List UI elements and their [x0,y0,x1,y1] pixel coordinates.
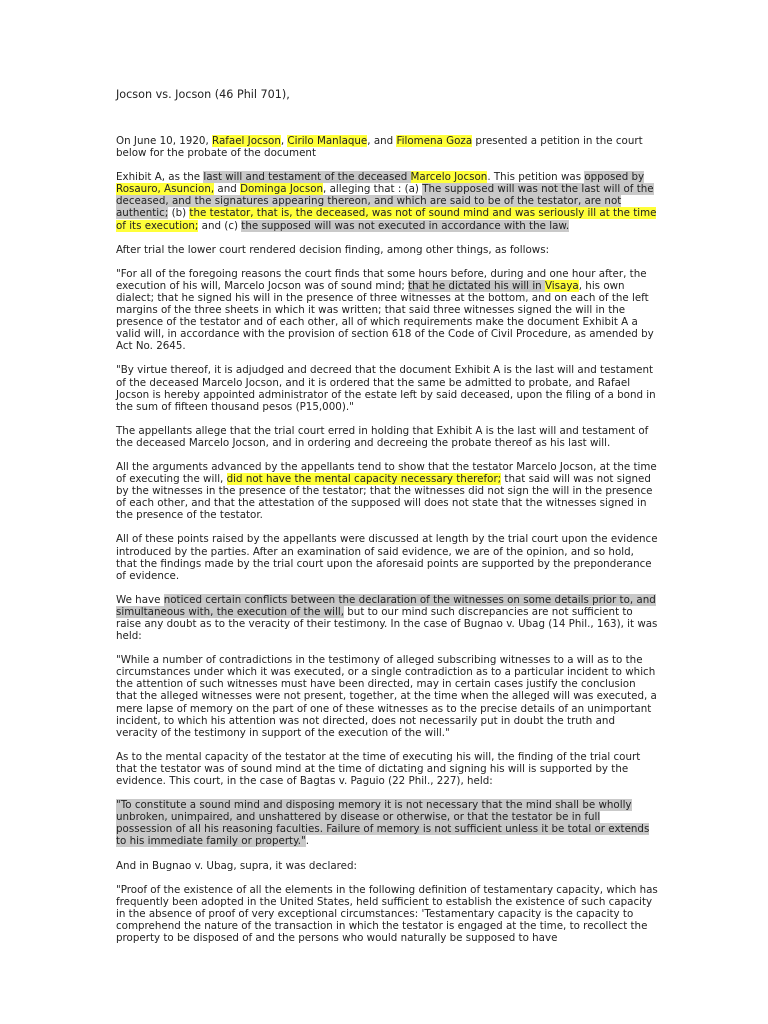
paragraph [116,171,658,231]
document-title: Jocson vs. Jocson (46 Phil 701), [116,88,290,101]
text-run: presented a petition in the court below for the probate of the document [116,135,643,160]
highlight-gray: opposed by [584,171,645,184]
text-run: The appellants allege that the trial court erred in holding that Exhibit A is the last will and testament of the deceased Marcelo Jocson, and in ordering and decreeing the probate thereof as his last will. [116,424,649,449]
text-run: but to our mind such discrepancies are not sufficient to raise any doubt as to the veracity of their testimony. In the case of Bugnao v. Ubag (14 Phil., 163), it was held: [116,605,658,643]
paragraph [116,594,658,642]
text-run: As to the mental capacity of the testator at the time of executing his will, the finding of the trial court that the testator was of sound mind at the time of dictating and signing his will is supported by the evidence. This court, in the case of Bagtas v. Paguio (22 Phil., 227), held: [116,750,641,788]
highlight-yellow: Marcelo Jocson [410,171,488,184]
text-run: , [280,135,288,147]
paragraph [116,244,658,256]
highlight-gray: noticed certain conflicts between the declaration of the witnesses on some details prior to, and simultaneous with, the execution of the will, [116,593,656,618]
highlight-yellow: did not have the mental capacity necessary therefor; [226,473,502,486]
text-run: All the arguments advanced by the appellants tend to show that the testator Marcelo Jocson, at the time of executing the will, [116,460,657,486]
paragraph [116,461,658,521]
paragraph [116,268,658,353]
paragraph [116,751,658,787]
text-run: "Proof of the existence of all the elements in the following definition of testamentary capacity, which has frequently been adopted in the United States, held sufficient to establish the existence of such capacity in the absence of proof of very exceptional circumstances: 'Testamentary capacity is the capacity to comprehend the nature of the transaction in which the testator is engaged at the time, to recollect the property to be disposed of and the persons who would naturally be supposed to have [116,883,658,944]
text-run: And in Bugnao v. Ubag, supra, it was declared: [116,859,357,872]
text-run: that said will was not signed by the witnesses in the presence of the testator; that the witnesses did not sign the will in the presence of each other, and that the attestation of the supposed will does not state that the witnesses signed in the presence of the testator. [116,473,653,522]
highlight-gray: "To constitute a sound mind and disposing memory it is not necessary that the mind shall be wholly unbroken, unimpaired, and unshattered by disease or otherwise, or that the testator be in full possession of all his reasoning faculties. Failure of memory is not sufficient unless it be total or extends to his immediate family or property." [116,799,650,848]
text-run: , and [367,135,397,147]
highlight-yellow: Cirilo Manlaque [287,135,368,147]
paragraph [116,425,658,449]
text-run: , his own dialect; that he signed his will in the presence of three witnesses at the bottom, and on each of the left margins of the three sheets in which it was written; that said three witnesses signed the will in the presence of the testator and of each other, all of which requirements make the document Exhibit A a valid will, in accordance with the provision of section 618 of the Code of Civil Procedure, as amended by Act No. 2645. [116,279,654,353]
text-run: We have [116,593,164,606]
text-run: . [305,835,310,848]
paragraph [116,654,658,739]
text-run: (b) [168,207,190,220]
highlight-gray: last will and testament of the deceased [203,171,411,184]
text-run: . This petition was [487,171,585,184]
highlight-gray: that he dictated his will in [408,279,545,292]
text-run: After trial the lower court rendered decision finding, among other things, as follows: [116,243,550,256]
text-run: , alleging that : (a) [323,183,423,196]
text-run: and (c) [198,219,242,232]
text-run: "By virtue thereof, it is adjudged and decreed that the document Exhibit A is the last will and testament of the deceased Marcelo Jocson, and it is ordered that the same be admitted to probate, and Rafael Jocson is hereby appointed administrator of the estate left by said deceased, upon the filing of a bond in the sum of fifteen thousand pesos (P15,000)." [116,364,656,413]
highlight-yellow: Filomena Goza [396,135,473,147]
paragraph [116,799,658,847]
highlight-gray: The supposed will was not the last will of the deceased, and the signatures appearing thereon, and which are said to be of the testator, are not authentic; [116,183,654,220]
document-body [116,135,658,944]
text-run: All of these points raised by the appellants were discussed at length by the trial court upon the evidence introduced by the parties. After an examination of said evidence, we are of the opinion, and so hold, that the findings made by the trial court upon the aforesaid points are supported by the preponderance of evidence. [116,533,658,582]
text-run: "For all of the foregoing reasons the court finds that some hours before, during and one hour after, the execution of his will, Marcelo Jocson was of sound mind; [116,267,647,292]
paragraph [116,860,658,872]
text-run: On June 10, 1920, [116,135,213,147]
highlight-gray: the supposed will was not executed in accordance with the law. [241,219,570,232]
highlight-yellow: Rafael Jocson [212,135,281,147]
paragraph [116,884,658,944]
text-run: and [214,183,241,196]
text-run: Exhibit A, as the [116,171,204,184]
highlight-yellow: Rosauro, Asuncion, [116,183,215,196]
paragraph [116,533,658,581]
text-run: "While a number of contradictions in the testimony of alleged subscribing witnesses to a will as to the circumstances under which it was executed, or a single contradiction as to a particular incident to which the attention of such witnesses must have been directed, may in certain cases justify the conclusion that the alleged witnesses were not present, together, at the time when the alleged will was executed, a mere lapse of memory on the part of one of these witnesses as to the precise details of an unimportant incident, to which his attention was not directed, does not necessarily put in doubt the truth and veracity of the testimony in support of the execution of the will." [116,654,657,739]
highlight-yellow: Dominga Jocson [240,183,324,196]
paragraph [116,135,658,159]
highlight-yellow: the testator, that is, the deceased, was not of sound mind and was seriously ill at the time of its execution; [116,207,657,232]
paragraph [116,364,658,412]
highlight-yellow: Visaya [544,279,579,292]
